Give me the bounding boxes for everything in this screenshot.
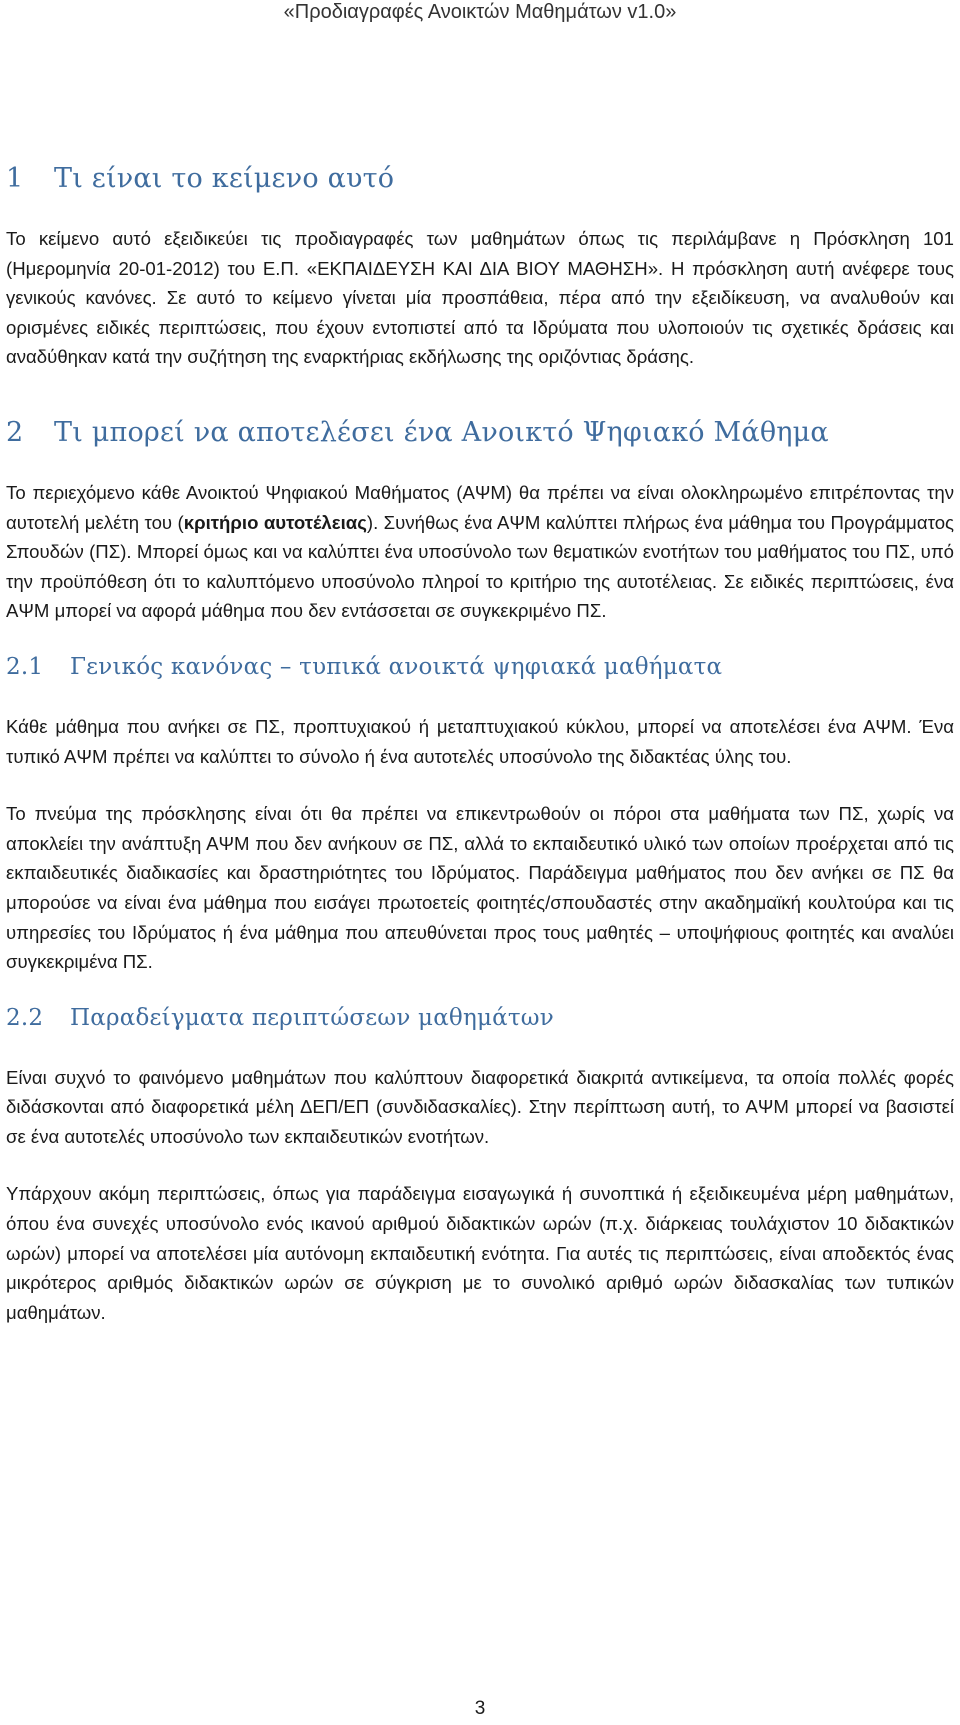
section-2-1-heading — [6, 650, 954, 684]
section-number: 2 — [6, 416, 24, 448]
page-number: 3 — [474, 1698, 486, 1719]
section-2-2-paragraph-2: Υπάρχουν ακόμη περιπτώσεις, όπως για παράδειγμα εισαγωγικά ή συνοπτικά ή εξειδικευμένα μέρη μαθημάτων, όπου ένα συνεχές υποσύνολο ενός ικανού αριθμού διδακτικών ωρών (π.χ. διάρκειας τουλάχιστον 10 διδακτικών ωρών) μπορεί να αποτελέσει μία αυτόνομη εκπαιδευτική ενότητα. Για αυτές τις περιπτώσεις, είναι αποδεκτός ένας μικρότερος αριθμός διδακτικών ωρών σε σύγκριση με το συνολικό αριθμό ωρών διδασκαλίας των τυπικών μαθημάτων. — [6, 1183, 954, 1323]
section-number: 2.2 — [6, 1004, 44, 1031]
section-1-paragraph: Το κείμενο αυτό εξειδικεύει τις προδιαγραφές των μαθημάτων όπως τις περιλάμβανε η Πρόσκληση 101 (Ημερομηνία 20-01-2012) του Ε.Π. «ΕΚΠΑΙΔΕΥΣΗ ΚΑΙ ΔΙΑ ΒΙΟΥ ΜΑΘΗΣΗ». Η πρόσκληση αυτή ανέφερε τους γενικούς κανόνες. Σε αυτό το κείμενο γίνεται μία προσπάθεια, πέρα από την εξειδίκευση, να αναλυθούν και ορισμένες ειδικές περιπτώσεις, που έχουν εντοπιστεί από τα Ιδρύματα που υλοποιούν τις σχετικές δράσεις και αναδύθηκαν κατά την συζήτηση της εναρκτήριας εκδήλωσης της οριζόντιας δράσης. — [6, 228, 954, 368]
section-2-1-paragraph-2: Το πνεύμα της πρόσκλησης είναι ότι θα πρέπει να επικεντρωθούν οι πόροι στα μαθήματα των ΠΣ, χωρίς να αποκλείει την ανάπτυξη ΑΨΜ που δεν ανήκουν σε ΠΣ, αλλά το εκπαιδευτικό υλικό των οποίων προέρχεται από τις εκπαιδευτικές διαδικασίες και δραστηριότητες του Ιδρύματος. Παράδειγμα μαθήματος που δεν ανήκει σε ΠΣ θα μπορούσε να είναι ένα μάθημα που εισάγει πρωτοετείς φοιτητές/σπουδαστές στην ακαδημαϊκή κουλτούρα και τις υπηρεσίες του Ιδρύματος ή ένα μάθημα που απευθύνεται προς τους μαθητές – υποψήφιους φοιτητές και αναλύει συγκεκριμένα ΠΣ. — [6, 803, 954, 973]
document-body — [6, 160, 954, 1327]
section-title: Τι είναι το κείμενο αυτό — [54, 163, 395, 194]
section-2-heading — [6, 414, 954, 452]
section-1-heading — [6, 160, 954, 198]
section-number: 1 — [6, 163, 24, 194]
section-2-1-paragraph-1: Κάθε μάθημα που ανήκει σε ΠΣ, προπτυχιακού ή μεταπτυχιακού κύκλου, μπορεί να αποτελέσει ένα ΑΨΜ. Ένα τυπικό ΑΨΜ πρέπει να καλύπτει το σύνολο ή ένα αυτοτελές υποσύνολο της διδακτέας ύλης του. — [6, 715, 954, 767]
section-2-paragraph — [6, 478, 954, 626]
section-title: Γενικός κανόνας – τυπικά ανοικτά ψηφιακά μαθήματα — [70, 653, 723, 680]
section-2-2-paragraph-1: Είναι συχνό το φαινόμενο μαθημάτων που καλύπτουν διαφορετικά διακριτά αντικείμενα, τα οποία πολλές φορές διδάσκονται από διαφορετικά μέλη ΔΕΠ/ΕΠ (συνδιδασκαλίες). Στην περίπτωση αυτή, το ΑΨΜ μπορεί να βασιστεί σε ένα αυτοτελές υποσύνολο των εκπαιδευτικών ενοτήτων. — [6, 1066, 954, 1147]
paragraph-text: ). Συνήθως ένα ΑΨΜ καλύπτει πλήρως ένα μάθημα του Προγράμματος Σπουδών (ΠΣ). Μπορεί όμως και να καλύπτει ένα υποσύνολο των θεματικών ενοτήτων του μαθήματος του ΠΣ, υπό την προϋπόθεση ότι το καλυπτόμενο υποσύνολο πληροί το κριτήριο της αυτοτέλειας. Σε ειδικές περιπτώσεις, ένα ΑΨΜ μπορεί να αφορά μάθημα που δεν εντάσσεται σε συγκεκριμένο ΠΣ. — [6, 511, 954, 622]
section-number: 2.1 — [6, 653, 44, 680]
section-2-2-heading — [6, 1001, 954, 1035]
section-title: Παραδείγματα περιπτώσεων μαθημάτων — [70, 1004, 554, 1031]
page-header: «Προδιαγραφές Ανοικτών Μαθημάτων v1.0» — [283, 1, 677, 23]
criterion-term: κριτήριο αυτοτέλειας — [183, 511, 367, 533]
paragraph-text: Το περιεχόμενο κάθε Ανοικτού Ψηφιακού Μαθήματος (ΑΨΜ) θα πρέπει να είναι ολοκληρωμένο επιτρέποντας την αυτοτελή μελέτη του ( — [6, 481, 954, 533]
section-title: Τι μπορεί να αποτελέσει ένα Ανοικτό Ψηφιακό Μάθημα — [54, 416, 829, 448]
